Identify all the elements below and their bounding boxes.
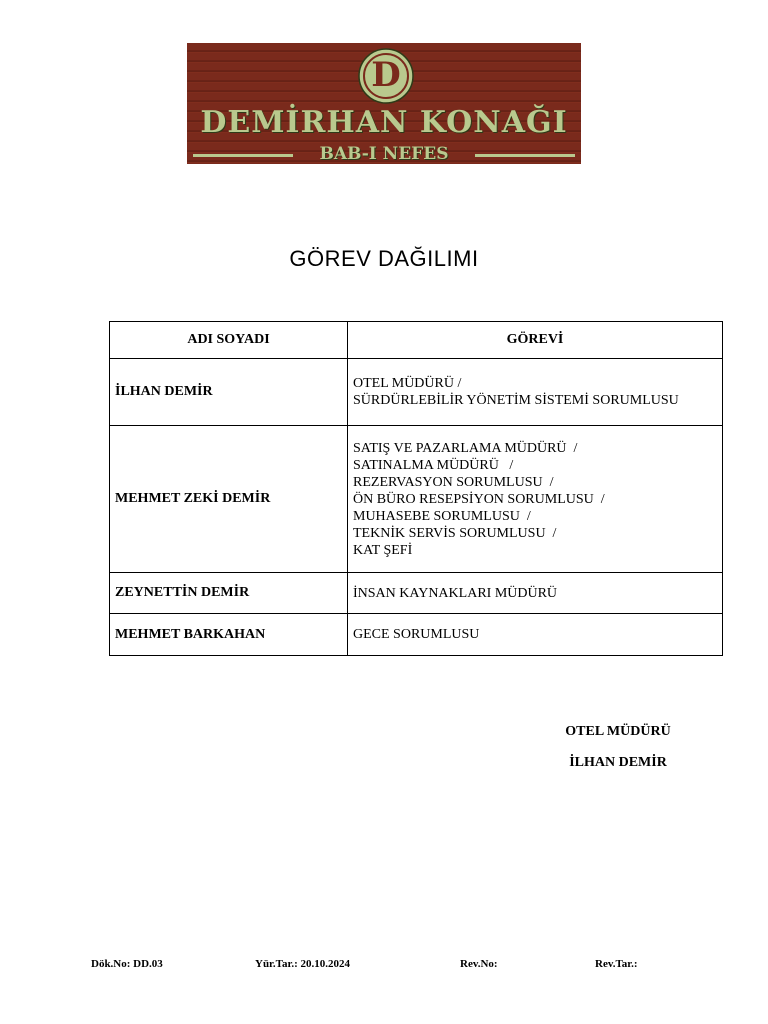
- footer-rev-no: Rev.No:: [460, 958, 498, 970]
- role-line: GECE SORUMLUSU: [353, 627, 480, 642]
- role-line: TEKNİK SERVİS SORUMLUSU /: [353, 525, 557, 541]
- role-line: OTEL MÜDÜRÜ /: [353, 376, 462, 391]
- table-row: [110, 426, 723, 573]
- table-row: [110, 614, 723, 656]
- signature-title: OTEL MÜDÜRÜ: [565, 724, 671, 739]
- footer-doc-no: Dök.No: DD.03: [91, 958, 163, 970]
- table-row: [110, 359, 723, 426]
- duty-table: [109, 321, 723, 656]
- document-title: GÖREV DAĞILIMI: [289, 246, 479, 271]
- footer-rev-date: Rev.Tar.:: [595, 958, 638, 970]
- role-line: MUHASEBE SORUMLUSU /: [353, 508, 531, 524]
- role-line: ÖN BÜRO RESEPSİYON SORUMLUSU /: [353, 491, 605, 507]
- staff-roles: [348, 573, 723, 614]
- table-header-row: [110, 322, 723, 359]
- logo-subtitle: BAB-I NEFES: [319, 144, 449, 164]
- role-line: REZERVASYON SORUMLUSU /: [353, 474, 554, 490]
- staff-name: ZEYNETTİN DEMİR: [110, 573, 348, 614]
- hotel-logo: [187, 43, 581, 164]
- logo-brand-name: DEMİRHAN KONAĞI: [200, 105, 568, 140]
- column-header-name: ADI SOYADI: [110, 322, 348, 359]
- role-line: İNSAN KAYNAKLARI MÜDÜRÜ: [353, 585, 558, 601]
- role-line: SATIŞ VE PAZARLAMA MÜDÜRÜ /: [353, 440, 578, 456]
- footer-effective-date: Yür.Tar.: 20.10.2024: [255, 958, 351, 970]
- staff-roles: [348, 359, 723, 426]
- staff-name: İLHAN DEMİR: [110, 359, 348, 426]
- role-line: SATINALMA MÜDÜRÜ /: [353, 457, 514, 473]
- staff-name: MEHMET BARKAHAN: [110, 614, 348, 656]
- signature-name: İLHAN DEMİR: [569, 755, 667, 770]
- staff-roles: [348, 614, 723, 656]
- logo-monogram: D: [371, 55, 401, 95]
- role-line: KAT ŞEFİ: [353, 542, 413, 558]
- column-header-role: GÖREVİ: [348, 322, 723, 359]
- table-row: [110, 573, 723, 614]
- role-line: SÜRDÜRLEBİLİR YÖNETİM SİSTEMİ SORUMLUSU: [353, 393, 679, 408]
- staff-roles: [348, 426, 723, 573]
- staff-name: MEHMET ZEKİ DEMİR: [110, 426, 348, 573]
